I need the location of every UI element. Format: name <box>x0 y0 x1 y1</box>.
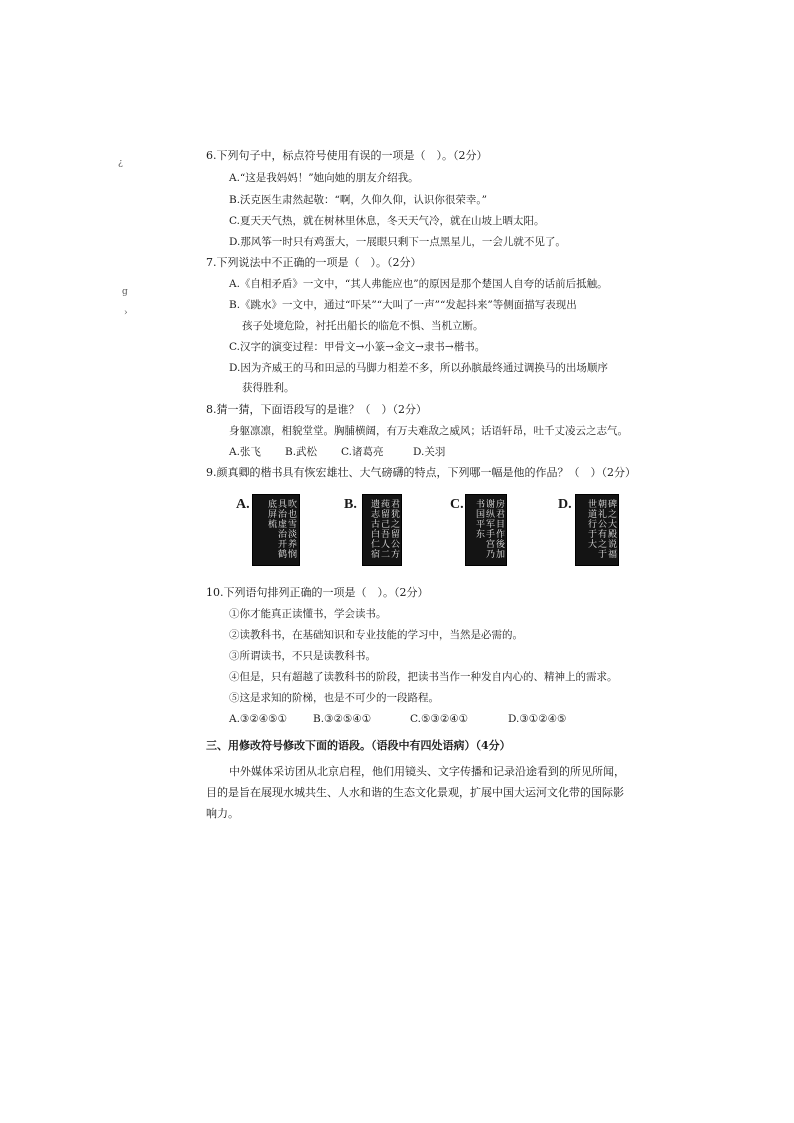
question-9-letter-c: C. <box>450 497 464 512</box>
margin-mark: ¿ <box>118 158 123 168</box>
question-10-item-1: ①你才能真正读懂书，学会读书。 <box>229 608 387 620</box>
question-6-option-d: D.那风筝一时只有鸡蛋大，一展眼只剩下一点黑星儿，一会儿就不见了。 <box>229 236 566 248</box>
section-3-paragraph-line3: 响力。 <box>206 807 239 820</box>
question-8-passage: 身躯凛凛，相貌堂堂。胸脯横阔，有万夫难敌之威风；话语轩昂，吐千丈凌云之志气。 <box>229 425 628 437</box>
question-6-option-b: B.沃克医生肃然起敬：“啊，久仰久仰，认识你很荣幸。” <box>229 194 488 206</box>
calligraphy-text-b: 君犹之留公方莼留己吾人二遗志古白仁宿 <box>369 499 399 559</box>
question-6-stem: 6.下列句子中，标点符号使用有误的一项是（ ）。（2分） <box>206 149 488 162</box>
question-7-option-b-line1: B.《跳水》一文中，通过“吓呆”“大叫了一声”“发起抖来”等侧面描写表现出 <box>229 299 577 311</box>
question-8-stem: 8.猜一猜，下面语段写的是谁？（ ）（2分） <box>206 403 427 416</box>
question-10-item-4: ④但是，只有超越了读教科书的阶段，把读书当作一种发自内心的、精神上的需求。 <box>229 671 618 683</box>
calligraphy-image-d <box>575 494 619 566</box>
question-9-stem: 9.颜真卿的楷书具有恢宏雄壮、大气磅礴的特点，下列哪一幅是他的作品？（ ）（2分） <box>206 466 636 479</box>
question-10-option-d: D.③①②④⑤ <box>508 713 567 725</box>
question-8-option-a: A.张飞 <box>229 446 261 458</box>
question-6-option-c: C.夏天天气热，就在树林里休息，冬天天气冷，就在山坡上晒太阳。 <box>229 215 545 227</box>
question-7-stem: 7.下列说法中不正确的一项是（ ）。（2分） <box>206 256 422 269</box>
question-10-option-b: B.③②⑤④① <box>313 713 372 725</box>
calligraphy-image-a <box>252 494 300 566</box>
question-9-letter-d: D. <box>558 497 572 512</box>
calligraphy-text-d: 碑之大殿说福朝礼公有之于世道行于大 <box>586 499 616 559</box>
section-3-paragraph-line2: 目的是旨在展现水城共生、人水和谐的生态文化景观，扩展中国大运河文化带的国际影 <box>206 786 624 799</box>
question-10-option-a: A.③②④⑤① <box>229 713 287 725</box>
question-10-item-2: ②读教科书，在基础知识和专业技能的学习中，当然是必需的。 <box>229 629 523 641</box>
question-6-option-a: A.“这是我妈妈！”她向她的朋友介绍我。 <box>229 172 419 184</box>
question-10-stem: 10.下列语句排列正确的一项是（ ）。（2分） <box>206 586 429 599</box>
question-7-option-a: A.《自相矛盾》一文中，“其人弗能应也”的原因是那个楚国人自夸的话前后抵触。 <box>229 278 608 290</box>
calligraphy-image-b <box>362 494 402 566</box>
question-9-letter-a: A. <box>236 497 250 512</box>
question-7-option-c: C.汉字的演变过程：甲骨文→小篆→金文→隶书→楷书。 <box>229 341 486 353</box>
question-7-option-d-line2: 获得胜利。 <box>242 382 295 394</box>
margin-mark: g <box>122 287 128 297</box>
question-7-option-d-line1: D.因为齐威王的马和田忌的马脚力相差不多，所以孙膑最终通过调换马的出场顺序 <box>229 362 608 374</box>
margin-mark: › <box>124 308 128 318</box>
question-9-letter-b: B. <box>344 497 357 512</box>
question-10-item-5: ⑤这是求知的阶梯，也是不可少的一段路程。 <box>229 692 439 704</box>
section-3-title: 三、用修改符号修改下面的语段。（语段中有四处语病）（4分） <box>206 739 511 752</box>
section-3-paragraph-line1: 中外媒体采访团从北京启程，他们用镜头、文字传播和记录沿途看到的所见所闻， <box>229 765 625 778</box>
calligraphy-text-c: 房君目作後加谢纵军手宫乃书国平东 <box>474 499 504 559</box>
question-10-option-c: C.⑤③②④① <box>410 713 469 725</box>
question-10-item-3: ③所谓读书，不只是读教科书。 <box>229 650 376 662</box>
calligraphy-text-a: 吹也雪淡养悯具治虚治开鹤底屏梳 <box>266 499 296 559</box>
question-8-option-c: C.诸葛亮 <box>341 446 384 458</box>
calligraphy-image-c <box>465 494 507 566</box>
question-8-option-b: B.武松 <box>285 446 318 458</box>
question-7-option-b-line2: 孩子处境危险，衬托出船长的临危不惧、当机立断。 <box>242 320 484 332</box>
question-8-option-d: D.关羽 <box>413 446 446 458</box>
